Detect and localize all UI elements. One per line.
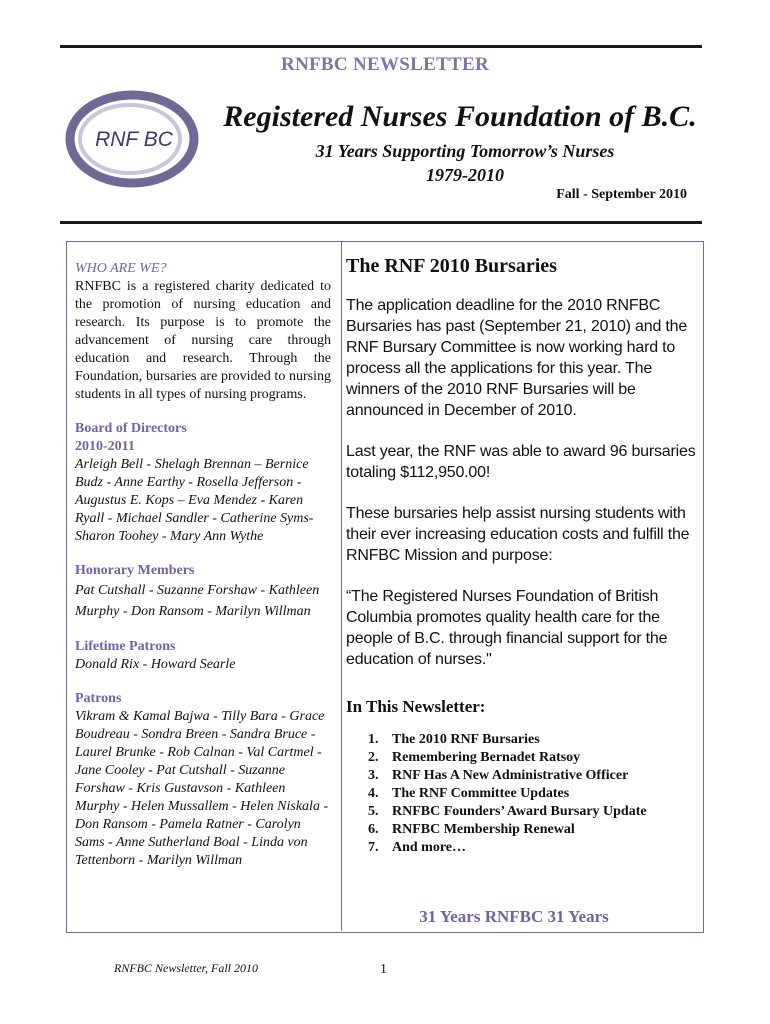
lifetime-names: Donald Rix - Howard Searle	[75, 657, 236, 672]
top-rule	[60, 45, 702, 48]
article-paragraph-2: Last year, the RNF was able to award 96 bursaries totaling $112,950.00!	[346, 443, 696, 481]
toc-item: 1. The 2010 RNF Bursaries	[368, 732, 540, 747]
organization-name: Registered Nurses Foundation of B.C.	[223, 100, 697, 133]
toc-heading: In This Newsletter:	[346, 697, 486, 716]
lifetime-heading: Lifetime Patrons	[75, 639, 176, 654]
article-paragraph-3: These bursaries help assist nursing students with their ever increasing education costs and fulfill the RNFBC Mission and purpose:	[346, 505, 690, 564]
table-of-contents	[346, 731, 696, 857]
toc-item: 4. The RNF Committee Updates	[368, 786, 570, 801]
toc-item: 2. Remembering Bernadet Ratsoy	[368, 750, 581, 765]
rnfbc-logo	[64, 84, 214, 194]
who-heading: WHO ARE WE?	[75, 261, 167, 276]
board-names: Arleigh Bell - Shelagh Brennan – Bernice Budz - Anne Earthy - Rosella Jefferson - Augustus E. Kops – Eva Mendez - Karen Ryall - Michael Sandler - Catherine Syms-Sharon Toohey - Mary Ann Wythe	[75, 457, 314, 544]
toc-item: 5. RNFBC Founders’ Award Bursary Update	[368, 804, 647, 819]
tagline	[230, 139, 700, 187]
patrons-names: Vikram & Kamal Bajwa - Tilly Bara - Grace Boudreau - Sondra Breen - Sandra Bruce - Laurel Brunke - Rob Calnan - Val Cartmel - Jane Cooley - Pat Cutshall - Suzanne Forshaw - Kris Gustavson - Kathleen Murphy - Helen Mussallem - Helen Niskala - Don Ransom - Pamela Ratner - Carolyn Sams - Anne Sutherland Boal - Linda von Tettenborn - Marilyn Willman	[75, 709, 329, 868]
toc-item: 6. RNFBC Membership Renewal	[368, 822, 575, 837]
sidebar	[75, 260, 331, 886]
years-banner: 31 Years RNFBC 31 Years	[419, 907, 609, 926]
board-years: 2010-2011	[75, 439, 135, 454]
issue-date: Fall - September 2010	[556, 187, 687, 202]
logo-text: RNF BC	[95, 128, 173, 151]
board-section	[75, 420, 331, 546]
main-article	[346, 256, 696, 857]
board-heading: Board of Directors	[75, 421, 187, 436]
column-divider	[341, 241, 342, 931]
header-rule	[60, 221, 702, 224]
article-paragraph-1: The application deadline for the 2010 RNFBC Bursaries has past (September 21, 2010) and the RNF Bursary Committee is now working hard to process all the applications for this year. The winners of the 2010 RNF Bursaries will be announced in December of 2010.	[346, 297, 688, 419]
toc-item: 3. RNF Has A New Administrative Officer	[368, 768, 629, 783]
patrons-heading: Patrons	[75, 691, 122, 706]
who-body: RNFBC is a registered charity dedicated to the promotion of nursing education and research. Its purpose is to promote the advancement of nursing care through education and research. Through the Foundation, bursaries are provided to nursing students in all types of nursing programs.	[75, 279, 331, 402]
honorary-names: Pat Cutshall - Suzanne Forshaw - Kathleen Murphy - Don Ransom - Marilyn Willman	[75, 583, 320, 619]
honorary-heading: Honorary Members	[75, 563, 195, 578]
patrons-section	[75, 690, 331, 870]
who-are-we-section	[75, 260, 331, 404]
toc-item: 7. And more…	[368, 840, 467, 855]
newsletter-label: RNFBC NEWSLETTER	[280, 54, 490, 75]
page-number: 1	[380, 962, 387, 977]
footer-title: RNFBC Newsletter, Fall 2010	[114, 961, 258, 975]
years-range: 1979-2010	[426, 165, 504, 185]
lifetime-section	[75, 638, 331, 674]
article-paragraph-4: “The Registered Nurses Foundation of British Columbia promotes quality health care for the people of B.C. through financial support for the education of nurses."	[346, 588, 668, 668]
article-heading: The RNF 2010 Bursaries	[346, 255, 557, 277]
tagline-text: 31 Years Supporting Tomorrow’s Nurses	[315, 141, 615, 161]
honorary-section	[75, 562, 331, 622]
